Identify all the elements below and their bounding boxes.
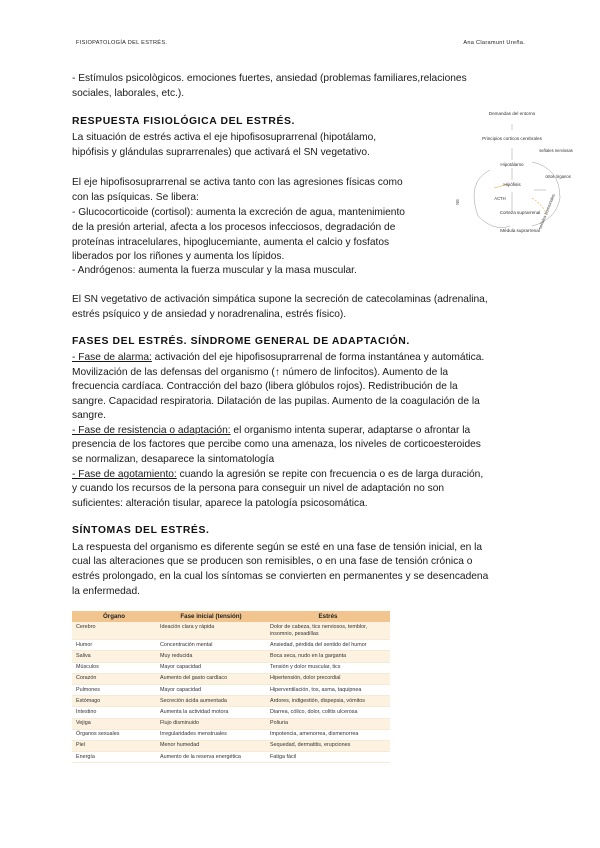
section-title-phases: FASES DEL ESTRÉS. SÍNDROME GENERAL DE ADAPTACIÓN. [72,336,410,347]
table-cell: Hiperventilación, tos, asma, taquipnea [266,684,390,695]
phase-resistance-label: - Fase de resistencia o adaptación: [72,425,231,436]
table-cell: Músculos [72,662,156,673]
column-header: Órgano [72,611,156,622]
paragraph-line: sangre. [72,410,106,421]
table-cell: Diarrea, cólico, dolor, colitis ulcerosa [266,707,390,718]
table-cell: Intestino [72,707,156,718]
table-row [72,740,390,751]
table-row [72,640,390,651]
symptoms-table [72,611,390,763]
diagram-label: Médula suprarrenal [500,228,540,233]
diagram-label: señales hormonales [537,193,556,230]
table-row [72,622,390,640]
paragraph-line: con las psíquicas. Se libera: [72,192,199,203]
table-row [72,752,390,763]
diagram-label: Corteza suprarrenal [499,210,541,215]
table-cell: Aumento de la reserva energética [156,752,266,763]
diagram-label: Hipófisis [503,182,521,187]
table-cell: Impotencia, amenorrea, dismenorrea [266,729,390,740]
phase-text: el organismo intenta superar, adaptarse o afrontar la [230,425,471,436]
paragraph-line: liberados por los riñones y aumenta los lípidos. [72,251,285,262]
table-cell: Irregularidades menstruales [156,729,266,740]
table-cell: Aumenta la actividad motora [156,707,266,718]
table-cell: Menor humedad [156,740,266,751]
table-cell: Poliuria [266,718,390,729]
paragraph-line: de la presión arterial, afecta a los procesos infecciosos, degradación de [72,222,396,233]
table-row [72,729,390,740]
table-cell: Ansiedad, pérdida del sentido del humor [266,640,390,651]
phase-text: activación del eje hipofisosuprarrenal de forma instantánea y automática. [151,352,485,363]
paragraph-line: proteínas intracelulares, hipoglucemiante, aumenta el calcio y fosfatos [72,237,390,248]
table-cell: Aumento del gasto cardíaco [156,673,266,684]
diagram-label: otros órganos [545,174,571,179]
paragraph-line: frecuencia cardíaca. Contracción del bazo (libera glóbulos rojos). Redistribución de la [72,381,458,392]
phase-alarm-label: - Fase de alarma: [72,352,152,363]
paragraph-line: - Andrógenos: aumenta la fuerza muscular y la masa muscular. [72,265,357,276]
phase-resistance-line [72,423,470,438]
table-cell: Tensión y dolor muscular, tics [266,662,390,673]
diagram-label: ACTH [494,196,506,201]
table-cell: Concentración mental [156,640,266,651]
paragraph-line: presencia de los factores que percibe como una amenaza, los niveles de corticoesteroides [72,439,481,450]
paragraph-line: estrés prolongado, en la cual los síntomas se convierten en permanentes y se desencadena [72,571,489,582]
paragraph-line: hipófisis y glándulas suprarrenales) que activará el SN vegetativo. [72,147,370,158]
table-cell: Energía [72,752,156,763]
paragraph-line: El SN vegetativo de activación simpática supone la secreción de catecolaminas (adrenalina, [72,294,488,305]
diagram-label: SN [455,199,460,205]
table-row [72,718,390,729]
table-cell: Vejiga [72,718,156,729]
intro-line: sociales, laborales, etc.). [72,88,185,99]
paragraph-line: la enfermedad. [72,586,140,597]
column-header: Estrés [266,611,390,622]
diagram-label: Principios corticos cerebrales [482,136,542,141]
diagram-label: Hipotálamo [500,162,524,167]
table-row [72,673,390,684]
table-row [72,696,390,707]
table-cell: Sequedad, dermatitis, erupciones [266,740,390,751]
table-cell: Saliva [72,651,156,662]
table-cell: Humor [72,640,156,651]
table-row [72,684,390,695]
header-left: FISIOPATOLOGÍA DEL ESTRÉS. [76,40,168,46]
paragraph-line: El eje hipofisosuprarrenal se activa tanto con las agresiones físicas como [72,177,403,188]
diagram-label: señales nerviosas [539,148,573,153]
phase-text: cuando la agresión se repite con frecuencia o es de larga duración, [176,469,484,480]
table-cell: Hipertensión, dolor precordial [266,673,390,684]
table-cell: Estómago [72,696,156,707]
intro-line: - Estímulos psicològicos. emociones fuertes, ansiedad (problemas familiares,relaciones [72,73,467,84]
table-cell: Cerebro [72,622,156,640]
table-cell: Órganos sexuales [72,729,156,740]
table-row [72,662,390,673]
table-cell: Ideación clara y rápida [156,622,266,640]
header-right: Ana Claramunt Ureña. [463,40,525,46]
table-cell: Muy reducida [156,651,266,662]
phase-exhaustion-label: - Fase de agotamiento: [72,469,177,480]
section-title-symptoms: SÍNTOMAS DEL ESTRÉS. [72,525,210,536]
paragraph-line: estrés psíquico y de ansiedad y noradrenalina, estrés físico). [72,309,347,320]
paragraph-line: y cuando los recursos de la persona para conseguir un nivel de adaptación no son [72,483,445,494]
table-cell: Corazón [72,673,156,684]
table-cell: Ardores, indigestión, dispepsia, vómitos [266,696,390,707]
table-cell: Pulmones [72,684,156,695]
paragraph-line: suficientes: alteración tisular, aparece la patología psicosomática. [72,498,368,509]
paragraph-line: Movilización de las defensas del organismo (↑ número de linfocitos). Aumento de la [72,367,449,378]
table-row [72,651,390,662]
phase-exhaustion-line [72,467,483,482]
paragraph-line: La respuesta del organismo es diferente según se esté en una fase de tensión inicial, en la [72,542,483,553]
table-cell: Mayor capacidad [156,662,266,673]
table-cell: Dolor de cabeza, tics nerviosos, temblor, insomnio, pesadillas [266,622,390,640]
paragraph-line: La situación de estrés activa el eje hipofisosuprarrenal (hipotálamo, [72,132,377,143]
table-cell: Mayor capacidad [156,684,266,695]
diagram-label: Demandas del entorno [488,111,536,116]
table-cell: Secreción ácida aumentada [156,696,266,707]
section-title-physiological: RESPUESTA FISIOLÓGICA DEL ESTRÉS. [72,116,296,127]
table-cell: Piel [72,740,156,751]
column-header: Fase inicial (tensión) [156,611,266,622]
table-cell: Boca seca, nudo en la garganta [266,651,390,662]
table-cell: Flujo disminuido [156,718,266,729]
paragraph-line: sangre. Capacidad respiratoria. Dilatación de las pupilas. Aumento de la coagulación de la [72,396,480,407]
paragraph-line: se normalizan, desaparece la sintomatología [72,454,275,465]
table-header-row [72,611,390,622]
phase-alarm-line [72,350,484,365]
paragraph-line: cual las alteraciones que se producen son remisibles, o en una fase de tensión crónica o [72,556,473,567]
stress-response-diagram [448,108,576,236]
table-row [72,707,390,718]
paragraph-line: - Glucocorticoide (cortisol): aumenta la excreción de agua, mantenimiento [72,207,405,218]
table-cell: Fatiga fácil [266,752,390,763]
